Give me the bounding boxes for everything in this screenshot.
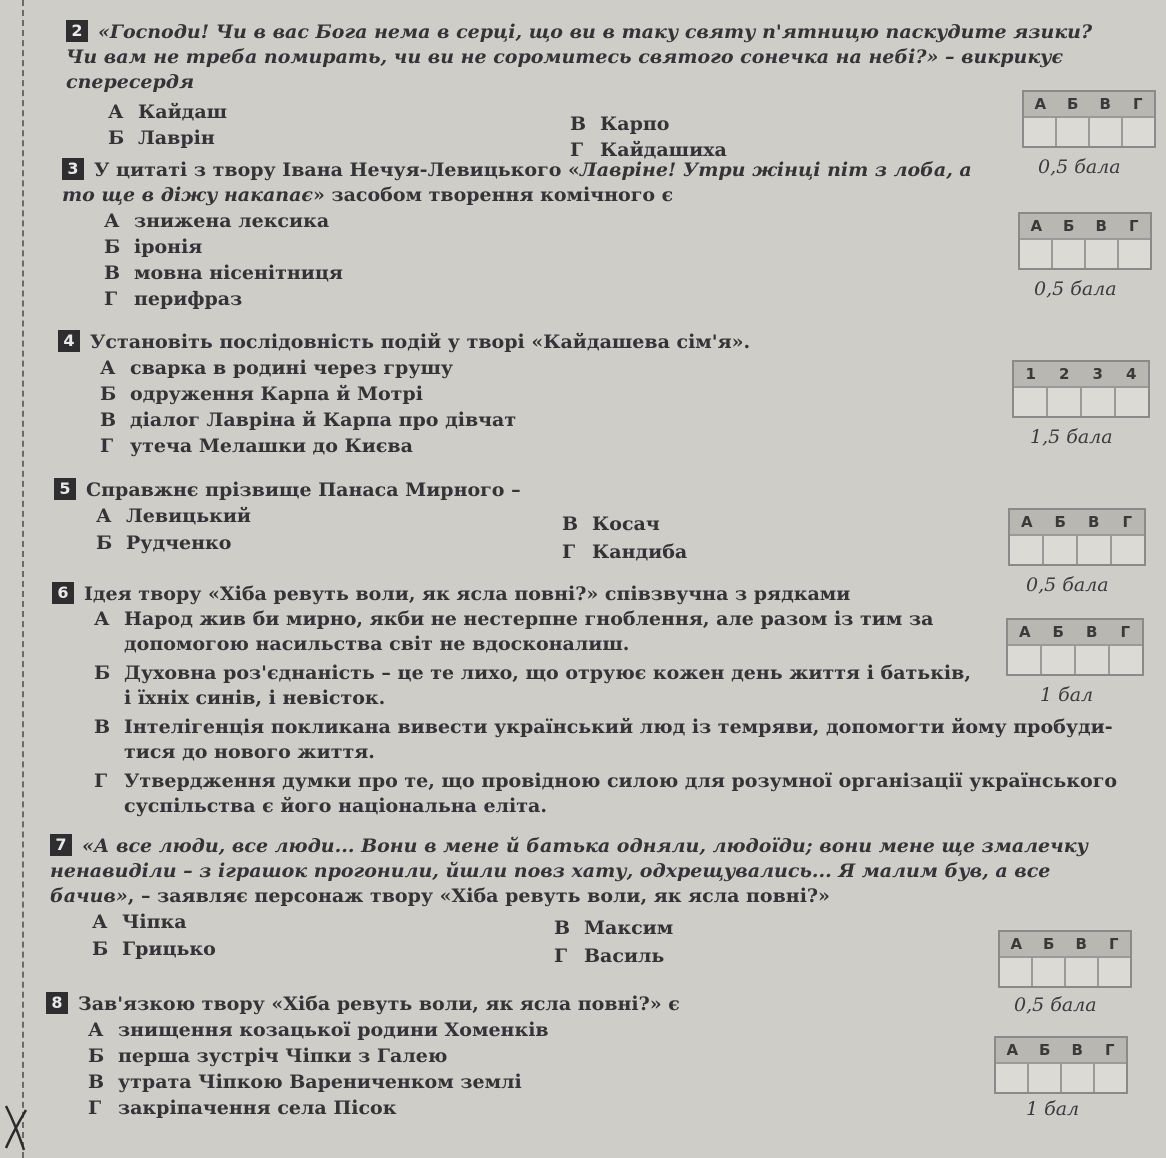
- question-3-stem: 3 У цитаті з твору Івана Нечуя-Левицького «Лавріне! Утри жінці піт з лоба, а то ще в діжу накапає» засобом творення комічного є: [62, 159, 972, 206]
- question-4: [58, 330, 958, 459]
- answer-cell[interactable]: [1010, 534, 1044, 564]
- question-6: [52, 582, 1132, 819]
- option-c[interactable]: В Карпо: [570, 113, 670, 135]
- option-a[interactable]: А знижена лексика: [104, 210, 330, 232]
- option-b[interactable]: Б Рудченко: [96, 532, 232, 554]
- cut-line: [22, 0, 24, 1158]
- option-d[interactable]: Г перифраз: [104, 288, 243, 310]
- option-c[interactable]: В Максим: [554, 917, 674, 939]
- answer-cell[interactable]: [1029, 1062, 1062, 1092]
- answer-cell[interactable]: [1112, 534, 1144, 564]
- option-b[interactable]: Б іронія: [104, 236, 203, 258]
- answer-cell[interactable]: [1033, 956, 1066, 986]
- answer-grid-7[interactable]: А Б В Г: [998, 930, 1132, 988]
- answer-grid-4[interactable]: 1 2 3 4: [1012, 360, 1150, 418]
- question-3: [62, 158, 982, 312]
- answer-grid-8[interactable]: А Б В Г: [994, 1036, 1128, 1094]
- answer-cell[interactable]: [1008, 644, 1042, 674]
- option-d[interactable]: Г закріпачення села Пісок: [88, 1097, 397, 1119]
- option-c[interactable]: В Косач: [562, 513, 660, 535]
- answer-cell[interactable]: [1082, 386, 1116, 416]
- option-a[interactable]: А Чіпка: [92, 911, 187, 933]
- question-number: 7: [50, 834, 72, 856]
- answer-cell[interactable]: [1042, 644, 1076, 674]
- option-b[interactable]: Б одруження Карпа й Мотрі: [100, 383, 423, 405]
- quote-text: «Господи! Чи в вас Бога нема в серці, що ви в таку святу п'ятницю паскудите язики? Чи вам не треба помирать, чи ви не соромитесь святого сонечка на небі?» – викрикує спересердя: [66, 21, 1093, 93]
- question-2: [66, 20, 1126, 159]
- option-a[interactable]: А Кайдаш: [108, 101, 228, 123]
- answer-cell[interactable]: [1116, 386, 1148, 416]
- option-c[interactable]: В утрата Чіпкою Варениченком землі: [88, 1071, 522, 1093]
- question-8-stem: 8 Зав'язкою твору «Хіба ревуть воли, як ясла повні?» є: [46, 992, 946, 1017]
- answer-cell[interactable]: [1053, 238, 1086, 268]
- answer-cell[interactable]: [1044, 534, 1078, 564]
- answer-cell[interactable]: [1076, 644, 1110, 674]
- option-a[interactable]: А знищення козацької родини Хоменків: [88, 1019, 549, 1041]
- answer-cell[interactable]: [1048, 386, 1082, 416]
- question-2-stem: [66, 20, 1126, 95]
- handwritten-mark-icon: [2, 1100, 30, 1154]
- answer-cell[interactable]: [1024, 116, 1057, 146]
- points-6: 1 бал: [1040, 684, 1094, 706]
- points-2: 0,5 бала: [1038, 156, 1121, 178]
- question-number: 4: [58, 330, 80, 352]
- question-4-stem: 4 Установіть послідовність подій у творі «Кайдашева сім'я».: [58, 330, 958, 355]
- option-a[interactable]: А Народ жив би мирно, якби не нестерпне гноблення, але разом із тим за допомогою насильства світ не вдосконалиш.: [94, 608, 934, 655]
- answer-cell[interactable]: [1086, 238, 1119, 268]
- answer-cell[interactable]: [1066, 956, 1099, 986]
- answer-cell[interactable]: [1099, 956, 1130, 986]
- question-8: [46, 992, 946, 1121]
- points-5: 0,5 бала: [1026, 574, 1109, 596]
- option-d[interactable]: Г утеча Мелашки до Києва: [100, 435, 413, 457]
- answer-cell[interactable]: [1057, 116, 1090, 146]
- answer-cell[interactable]: [1062, 1062, 1095, 1092]
- answer-cell[interactable]: [1119, 238, 1150, 268]
- question-5: [54, 478, 954, 563]
- answer-grid-2[interactable]: А Б В Г: [1022, 90, 1156, 148]
- question-7: [50, 834, 1100, 967]
- question-number: 3: [62, 158, 84, 180]
- points-3: 0,5 бала: [1034, 278, 1117, 300]
- option-b[interactable]: Б перша зустріч Чіпки з Галею: [88, 1045, 448, 1067]
- question-6-stem: 6 Ідея твору «Хіба ревуть воли, як ясла повні?» співзвучна з рядками: [52, 582, 1132, 607]
- option-c[interactable]: В мовна нісенітниця: [104, 262, 343, 284]
- answer-grid-3[interactable]: А Б В Г: [1018, 212, 1152, 270]
- question-number: 8: [46, 992, 68, 1014]
- option-b[interactable]: Б Духовна роз'єднаність – це те лихо, що отруює кожен день життя і батьків, і їхніх синів, і невісток.: [94, 662, 971, 709]
- option-d[interactable]: Г Василь: [554, 945, 665, 967]
- answer-cell[interactable]: [1020, 238, 1053, 268]
- answer-cell[interactable]: [996, 1062, 1029, 1092]
- question-5-stem: 5 Справжнє прізвище Панаса Мирного –: [54, 478, 954, 503]
- answer-cell[interactable]: [1014, 386, 1048, 416]
- option-a[interactable]: А Левицький: [96, 505, 252, 527]
- question-number: 5: [54, 478, 76, 500]
- points-4: 1,5 бала: [1030, 426, 1113, 448]
- answer-cell[interactable]: [1110, 644, 1142, 674]
- option-d[interactable]: Г Кайдашиха: [570, 139, 727, 161]
- question-7-stem: 7 «А все люди, все люди... Вони в мене й батька одняли, людоїди; вони мене ще змалечку ненавиділи – з іграшок прогонили, йшли повз хату, одхрещувались... Я малим був, а все бачив», – заявляє персонаж твору «Хіба ревуть воли, як ясла повні?»: [50, 835, 1088, 907]
- option-b[interactable]: Б Лаврін: [108, 127, 215, 149]
- answer-grid-6[interactable]: А Б В Г: [1006, 618, 1144, 676]
- option-c[interactable]: В Інтелігенція покликана вивести український люд із темряви, допомогти йому пробуди- тися до нового життя.: [94, 716, 1113, 763]
- option-c[interactable]: В діалог Лавріна й Карпа про дівчат: [100, 409, 517, 431]
- question-number: 6: [52, 582, 74, 604]
- points-8: 1 бал: [1026, 1098, 1080, 1120]
- points-7: 0,5 бала: [1014, 994, 1097, 1016]
- question-number: 2: [66, 20, 88, 42]
- option-d[interactable]: Г Утвердження думки про те, що провідною силою для розумної організації українського суспільства є його національна еліта.: [94, 770, 1118, 817]
- answer-grid-5[interactable]: А Б В Г: [1008, 508, 1146, 566]
- answer-cell[interactable]: [1078, 534, 1112, 564]
- answer-cell[interactable]: [1090, 116, 1123, 146]
- answer-cell[interactable]: [1123, 116, 1154, 146]
- option-d[interactable]: Г Кандиба: [562, 541, 688, 563]
- answer-cell[interactable]: [1095, 1062, 1126, 1092]
- option-b[interactable]: Б Грицько: [92, 938, 216, 960]
- option-a[interactable]: А сварка в родині через грушу: [100, 357, 454, 379]
- answer-cell[interactable]: [1000, 956, 1033, 986]
